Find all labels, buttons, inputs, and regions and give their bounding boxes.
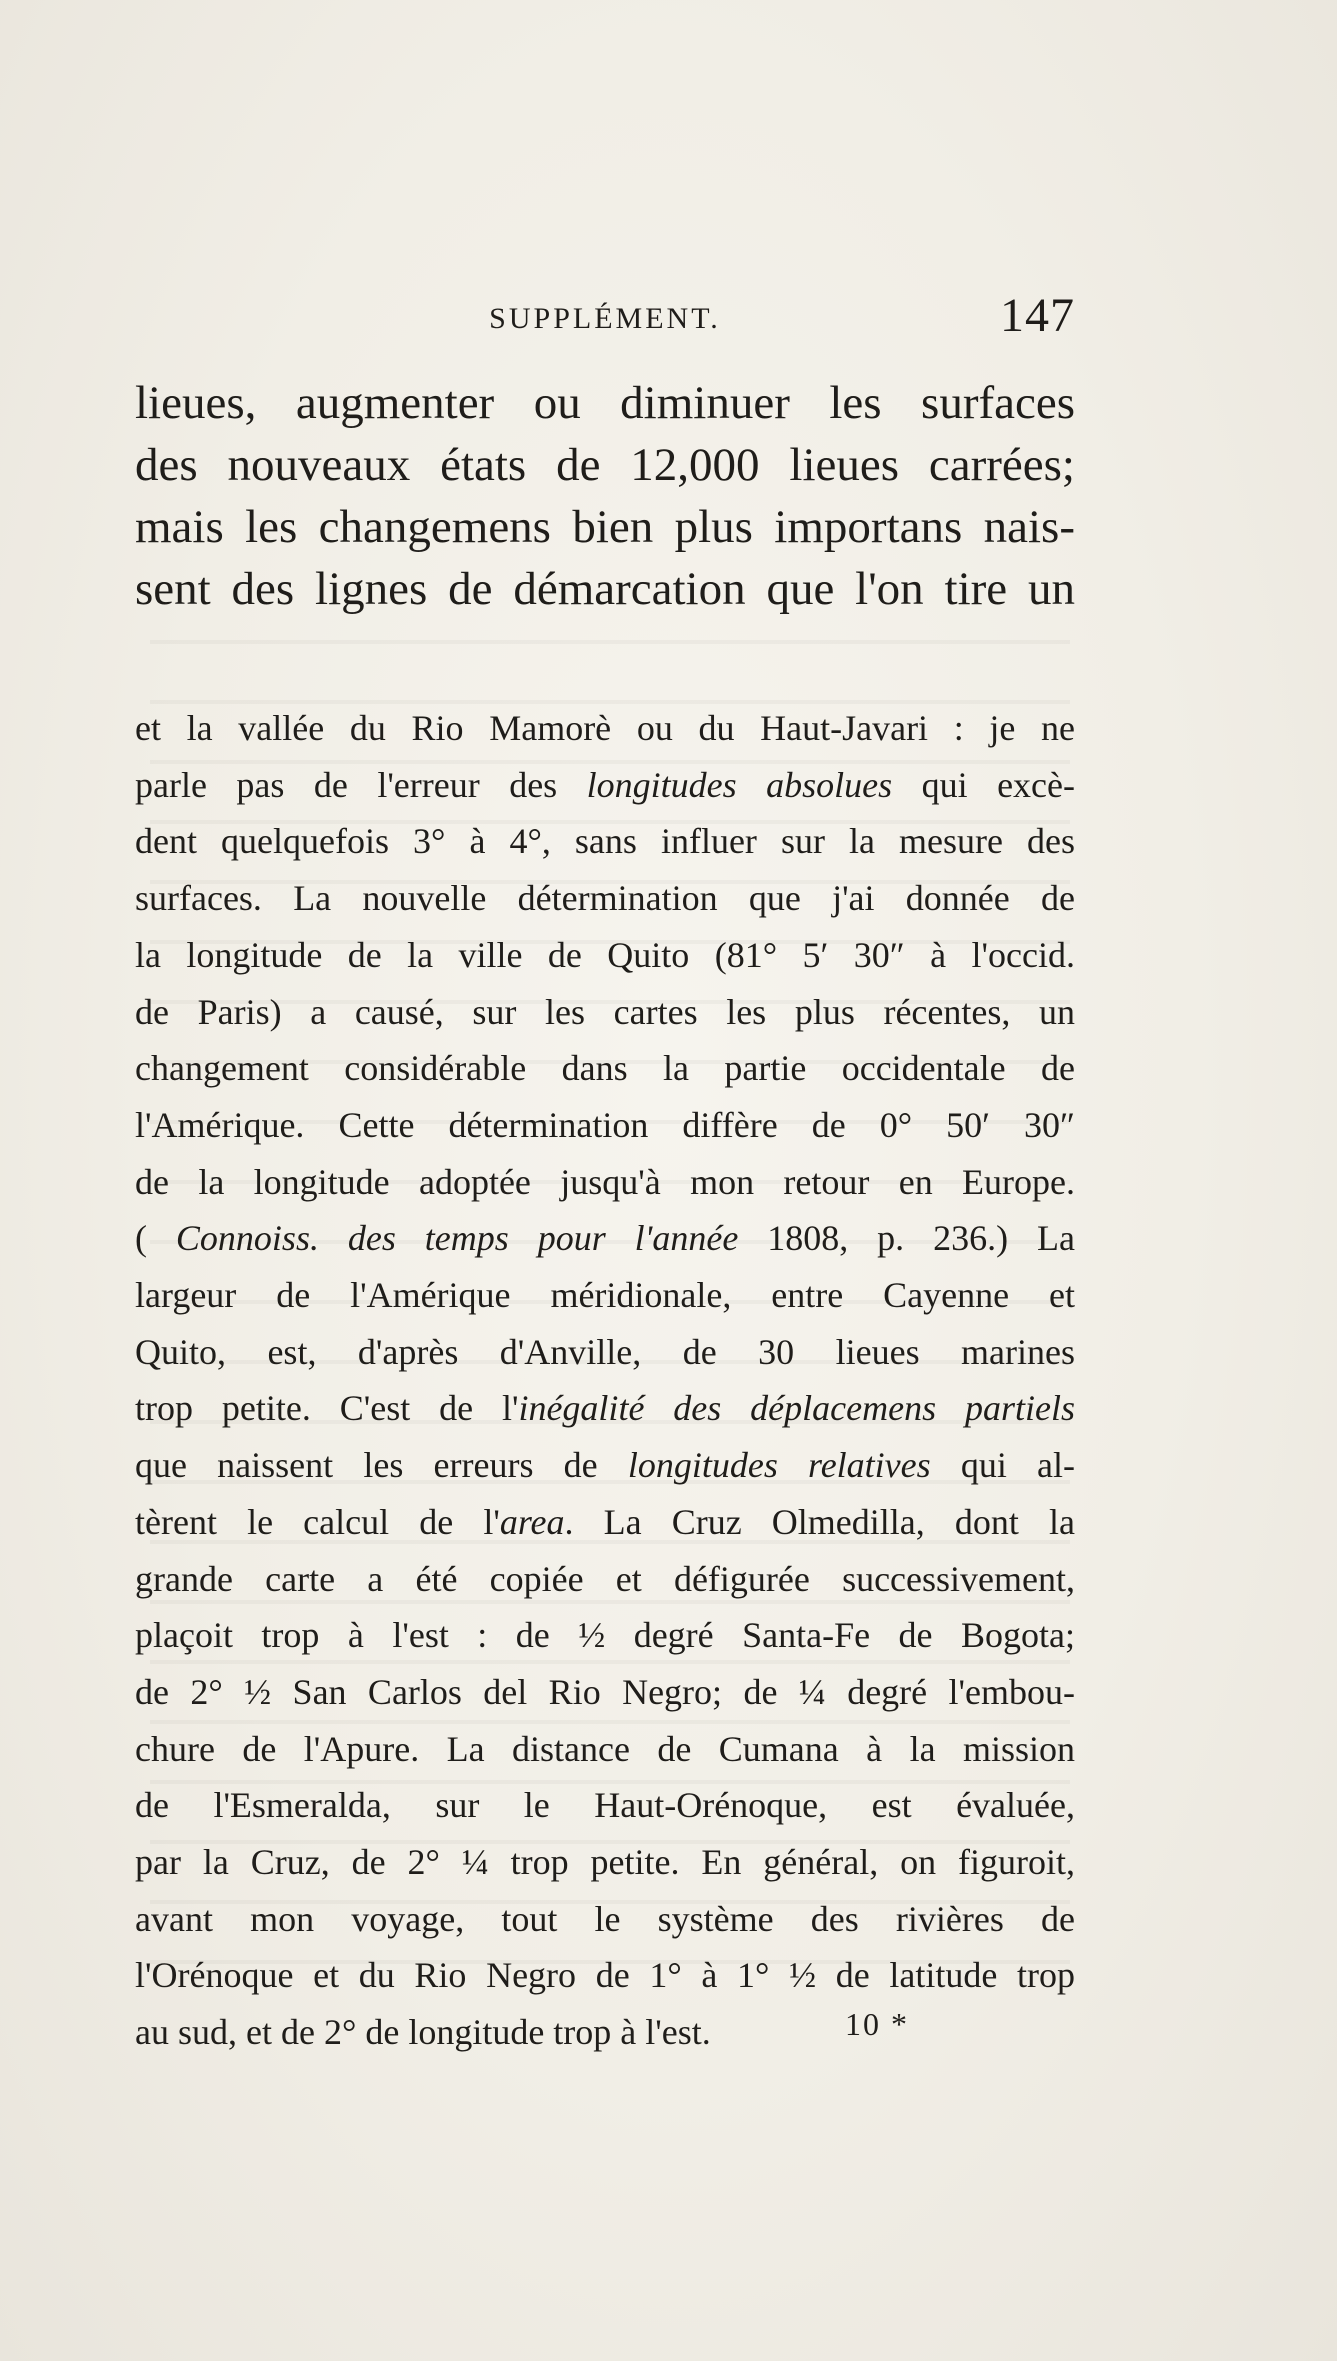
main-text-line: sent des lignes de démarcation que l'on tire un <box>135 563 1075 615</box>
italic-term: longitudes relatives <box>627 1445 931 1486</box>
footnote-line: l'Amérique. Cette détermination diffère de 0° 50′ 30″ <box>135 1104 1075 1145</box>
page-header <box>135 288 1075 358</box>
footnote-line: Quito, est, d'après d'Anville, de 30 lieues marines <box>135 1331 1075 1372</box>
footnote-line: surfaces. La nouvelle détermination que j'ai donnée de <box>135 878 1075 919</box>
footnote-line: grande carte a été copiée et défigurée successivement, <box>135 1558 1075 1599</box>
footnote-line: parle pas de l'erreur des longitudes absolues qui excè- <box>135 764 1075 805</box>
footnote-line: avant mon voyage, tout le système des rivières de <box>135 1898 1075 1939</box>
italic-term: longitudes absolues <box>586 764 893 805</box>
footnote-line: dent quelquefois 3° à 4°, sans influer sur la mesure des <box>135 821 1075 862</box>
footnote-line: que naissent les erreurs de longitudes relatives qui al- <box>135 1445 1075 1486</box>
footnote-line: de l'Esmeralda, sur le Haut-Orénoque, est évaluée, <box>135 1785 1075 1826</box>
footnote-line: ( Connoiss. des temps pour l'année 1808, p. 236.) La <box>135 1218 1075 1259</box>
footnote <box>135 700 1075 2061</box>
footnote-line: trop petite. C'est de l'inégalité des déplacemens partiels <box>135 1388 1075 1429</box>
footnote-line: et la vallée du Rio Mamorè ou du Haut-Javari : je ne <box>135 708 1075 748</box>
page-number: 147 <box>1000 289 1075 342</box>
footnote-line: changement considérable dans la partie occidentale de <box>135 1048 1075 1089</box>
footnote-line: par la Cruz, de 2° ¼ trop petite. En général, on figuroit, <box>135 1842 1075 1883</box>
main-text-line: mais les changemens bien plus importans nais- <box>135 501 1075 553</box>
main-text-line: lieues, augmenter ou diminuer les surfaces <box>135 377 1075 429</box>
main-text-line: des nouveaux états de 12,000 lieues carrées; <box>135 439 1075 491</box>
footnote-line: au sud, et de 2° de longitude trop à l'est. <box>135 2012 711 2053</box>
footnote-line: de 2° ½ San Carlos del Rio Negro; de ¼ degré l'embou- <box>135 1671 1075 1712</box>
main-text <box>135 372 1075 620</box>
footnote-line: chure de l'Apure. La distance de Cumana à la mission <box>135 1728 1075 1769</box>
italic-term: inégalité des déplacemens partiels <box>518 1388 1075 1429</box>
footnote-line: largeur de l'Amérique méridionale, entre Cayenne et <box>135 1275 1075 1316</box>
signature-mark: 10 * <box>845 2006 909 2042</box>
footnote-line: de la longitude adoptée jusqu'à mon retour en Europe. <box>135 1161 1075 1202</box>
footnote-line: plaçoit trop à l'est : de ½ degré Santa-Fe de Bogota; <box>135 1615 1075 1656</box>
italic-term: Connoiss. des temps pour l'année <box>175 1218 739 1259</box>
running-head: SUPPLÉMENT. <box>489 302 721 335</box>
footnote-line: tèrent le calcul de l'area. La Cruz Olmedilla, dont la <box>135 1501 1075 1542</box>
footnote-line: la longitude de la ville de Quito (81° 5′ 30″ à l'occid. <box>135 934 1075 975</box>
footnote-line: de Paris) a causé, sur les cartes les plus récentes, un <box>135 991 1075 1032</box>
italic-term: area <box>499 1501 565 1542</box>
footnote-line: l'Orénoque et du Rio Negro de 1° à 1° ½ de latitude trop <box>135 1955 1075 1996</box>
